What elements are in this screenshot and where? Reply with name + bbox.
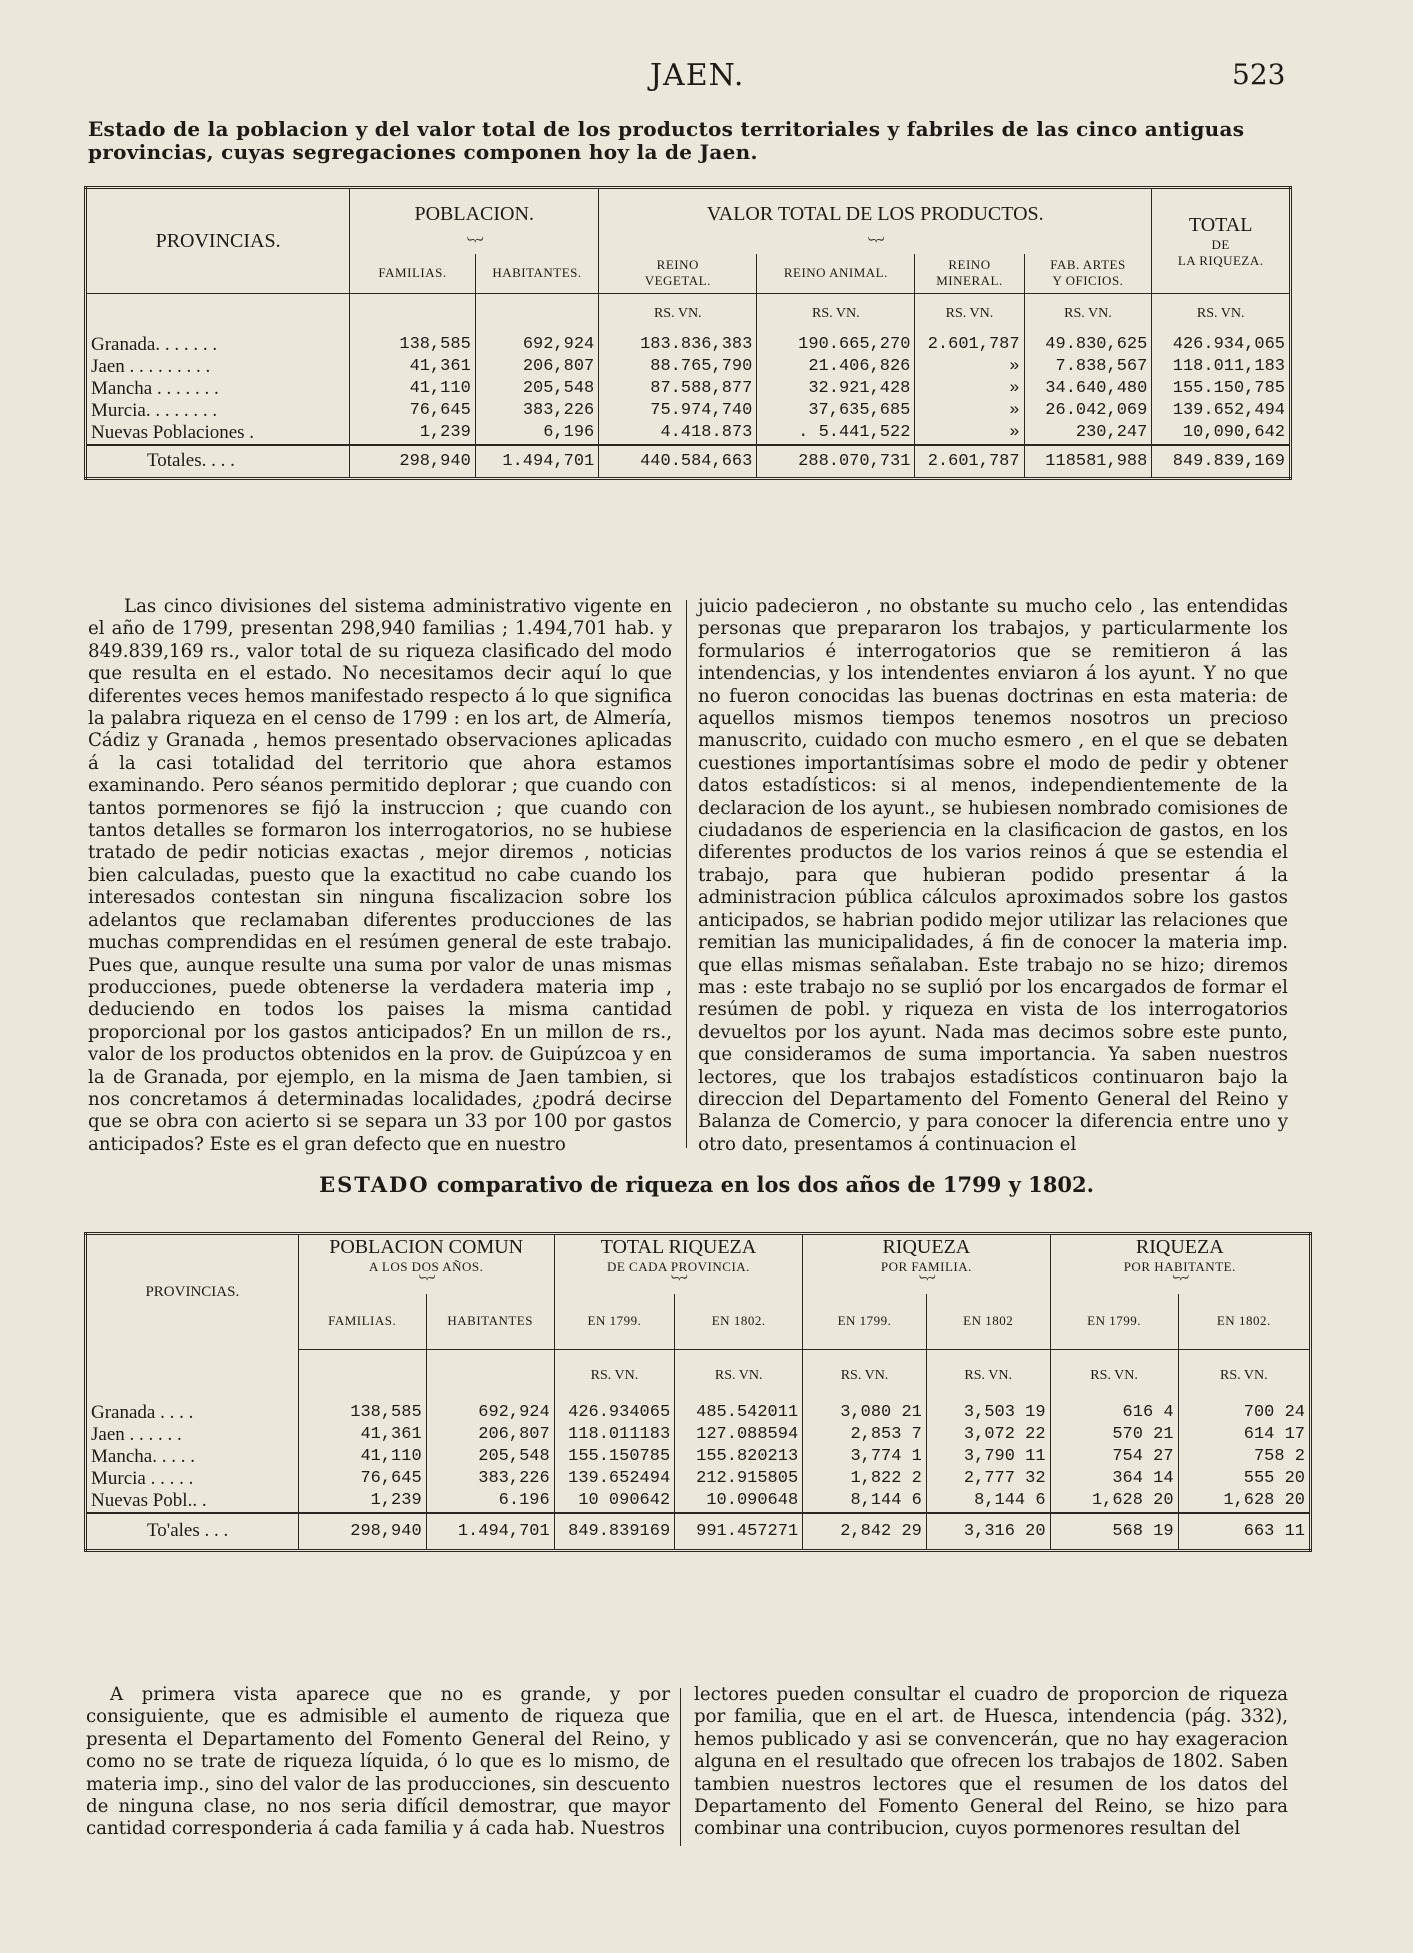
familia-1799-subheader: EN 1799. xyxy=(803,1294,927,1350)
text1-right-column xyxy=(698,596,1288,1156)
vegetal-line-2: VEGETAL. xyxy=(644,273,711,289)
tot-cell: 139.652,494 xyxy=(1172,401,1285,420)
g1-brace: ︸ xyxy=(298,1276,554,1294)
valor-total-header: VALOR TOTAL DE LOS PRODUCTOS. xyxy=(599,188,1152,240)
fab-cell: 7.838,567 xyxy=(1024,356,1152,378)
unit-label: RS. VN. xyxy=(675,1350,803,1402)
hab-cell: 206,807 xyxy=(475,356,598,378)
unit-label: RS. VN. xyxy=(803,1350,927,1402)
ani-cell: 37,635,685 xyxy=(757,400,915,422)
province-name: Totales. . . . xyxy=(86,445,350,479)
hab-cell: 383,226 xyxy=(426,1468,554,1490)
riqueza-habitante-header xyxy=(1050,1234,1310,1276)
unit-label: RS. VN. xyxy=(915,294,1024,334)
hab-cell: 692,924 xyxy=(475,334,598,356)
province-name: Murcia . . . . . xyxy=(86,1468,299,1490)
hab-cell: 206,807 xyxy=(426,1424,554,1446)
running-title: JAEN. xyxy=(650,58,745,93)
provincias-header: PROVINCIAS. xyxy=(86,1234,299,1350)
unit-label: RS. VN. xyxy=(757,294,915,334)
h99-cell: 568 19 xyxy=(1050,1513,1178,1551)
province-name: Nuevas Pobl.. . xyxy=(86,1490,299,1513)
habitante-1802-subheader: EN 1802. xyxy=(1178,1294,1310,1350)
hab-cell: 205,548 xyxy=(426,1446,554,1468)
reino-animal-subheader: REINO ANIMAL. xyxy=(757,254,915,294)
unit-label: RS. VN. xyxy=(599,294,757,334)
total-line-2: DE xyxy=(1211,236,1230,252)
g3-line-2: POR FAMILIA. xyxy=(880,1258,972,1274)
table2-caption xyxy=(0,1172,1413,1197)
f99-cell: 3,080 21 xyxy=(803,1402,927,1424)
h99-cell: 754 27 xyxy=(1050,1446,1178,1468)
fab-cell: 49.830,625 xyxy=(1024,334,1152,356)
hab-cell: 6,196 xyxy=(475,422,598,445)
f99-cell: 3,774 1 xyxy=(803,1446,927,1468)
fam-cell: 1,239 xyxy=(350,422,476,445)
text2-left-paragraph: A primera vista aparece que no es grande, y por consiguiente, que es admisible el aumento de riqueza que presenta el Departamento del Fomento General del Reino, y como no se trate de riqueza líquida, ó lo que es lo mismo, de materia imp., sino del valor de las producciones, sin descuento de ninguna clase, no nos seria difícil demostrar, que mayor cantidad corresponderia á cada familia y á cada hab. Nuestros xyxy=(86,1684,670,1840)
t02-cell: 212.915805 xyxy=(675,1468,803,1490)
g2-brace: ︸ xyxy=(554,1276,802,1294)
fam-cell: 138,585 xyxy=(298,1402,426,1424)
hab-cell: 6.196 xyxy=(426,1490,554,1513)
total-riqueza-header xyxy=(554,1234,802,1276)
total-1799-subheader: EN 1799. xyxy=(554,1294,674,1350)
g1-line-2: A LOS DOS AÑOS. xyxy=(368,1258,484,1274)
h99-cell: 1,628 20 xyxy=(1050,1490,1178,1513)
table2-caption-bold: ESTADO xyxy=(319,1172,430,1197)
min-cell: 2.601,787 xyxy=(915,445,1024,479)
fam-cell: 298,940 xyxy=(350,445,476,479)
total-riqueza-header xyxy=(1152,188,1291,294)
tot-cell: 426.934,065 xyxy=(1172,335,1285,354)
fab-line-2: Y OFICIOS. xyxy=(1052,273,1124,289)
familias-subheader: FAMILIAS. xyxy=(350,254,476,294)
ani-cell: 21.406,826 xyxy=(757,356,915,378)
poblacion-header: POBLACION. xyxy=(350,188,599,240)
table-row xyxy=(86,400,1291,422)
text1-left-column xyxy=(88,596,672,1156)
unit-label: RS. VN. xyxy=(1219,1367,1268,1383)
t02-cell: 991.457271 xyxy=(675,1513,803,1551)
g2-line-2: DE CADA PROVINCIA. xyxy=(606,1258,750,1274)
h02-cell: 700 24 xyxy=(1243,1403,1305,1422)
g3-brace: ︸ xyxy=(803,1276,1050,1294)
table-row xyxy=(86,1424,1311,1446)
h02-cell: 758 2 xyxy=(1253,1447,1305,1466)
f02-cell: 3,503 19 xyxy=(926,1402,1050,1424)
province-name: Murcia. . . . . . . . xyxy=(86,400,350,422)
t99-cell: 118.011183 xyxy=(554,1424,674,1446)
hab-cell: 1.494,701 xyxy=(426,1513,554,1551)
ani-cell: 32.921,428 xyxy=(757,378,915,400)
running-header xyxy=(0,58,1413,98)
t02-cell: 155.820213 xyxy=(675,1446,803,1468)
table-row xyxy=(86,1490,1311,1513)
table2-caption-rest: comparativo de riqueza en los dos años de 1799 y 1802. xyxy=(429,1172,1094,1197)
unit-empty-cell xyxy=(86,294,350,334)
g4-line-2: POR HABITANTE. xyxy=(1123,1258,1236,1274)
habitantes-subheader: HABITANTES. xyxy=(475,254,598,294)
province-name: Nuevas Poblaciones . xyxy=(86,422,350,445)
province-name: Granada . . . . xyxy=(86,1402,299,1424)
text2-right-column xyxy=(694,1684,1288,1841)
f99-cell: 2,842 29 xyxy=(803,1513,927,1551)
fam-cell: 138,585 xyxy=(350,334,476,356)
poblacion-brace: ︸ xyxy=(350,240,599,254)
g4-line-1: RIQUEZA xyxy=(1135,1235,1224,1258)
h99-cell: 570 21 xyxy=(1050,1424,1178,1446)
f02-cell: 3,316 20 xyxy=(926,1513,1050,1551)
h02-cell: 1,628 20 xyxy=(1223,1491,1305,1510)
province-name: Granada. . . . . . . xyxy=(86,334,350,356)
unit-empty-cell xyxy=(298,1350,426,1402)
column-divider xyxy=(680,1688,681,1846)
text1-left-paragraph: Las cinco divisiones del sistema administrativo vigente en el año de 1799, presentan 298,940 familias ; 1.494,701 hab. y 849.839,169 rs., valor total de su riqueza clasificado del modo que resulta en el estado. No necesitamos decir aquí lo que diferentes veces hemos manifestado respecto á lo que significa la palabra riqueza en el censo de 1799 : en los art, de Almería, Cádiz y Granada , hemos presentado observaciones aplicadas á la casi totalidad del territorio que ahora estamos examinando. Pero séanos permitido deplorar ; que cuando con tantos pormenores se fijó la instruccion ; que cuando con tantos detalles se formaron los interrogatorios, no se hubiese tratado de pedir noticias exactas , mejor diremos , noticias bien calculadas, puesto que la exactitud no cabe cuando los interesados contestan sin ninguna fiscalizacion sobre los adelantos que reclamaban diferentes producciones de las muchas comprendidas en el resúmen general de este trabajo. Pues que, aunque resulte una suma por valor de unas mismas producciones, puede obtenerse la verdadera materia imp , deduciendo en todos los paises la misma cantidad proporcional por los gastos anticipados? En un millon de rs., valor de los productos obtenidos en la prov. de Guipúzcoa y en la de Granada, por ejemplo, en la misma de Jaen tambien, si nos concretamos á determinadas localidades, ¿podrá decirse que se obra con acierto si se separa un 33 por 100 por gastos anticipados? Este es el gran defecto que en nuestro xyxy=(88,596,672,1155)
total-1802-subheader: EN 1802. xyxy=(675,1294,803,1350)
table-row xyxy=(86,1468,1311,1490)
t99-cell: 849.839169 xyxy=(554,1513,674,1551)
provincias-header: PROVINCIAS. xyxy=(86,188,350,294)
fam-cell: 41,361 xyxy=(298,1424,426,1446)
valor-brace: ︸ xyxy=(599,240,1152,254)
veg-cell: 440.584,663 xyxy=(599,445,757,479)
f99-cell: 2,853 7 xyxy=(803,1424,927,1446)
province-name: Mancha. . . . . xyxy=(86,1446,299,1468)
t99-cell: 426.934065 xyxy=(554,1402,674,1424)
ani-cell: 190.665,270 xyxy=(757,334,915,356)
population-products-table xyxy=(84,186,1292,480)
unit-empty-cell xyxy=(86,1350,299,1402)
g4-brace: ︸ xyxy=(1172,1275,1187,1293)
page-number: 523 xyxy=(1232,58,1286,91)
ani-cell: . 5.441,522 xyxy=(757,422,915,445)
table-row xyxy=(86,1402,1311,1424)
min-cell: » xyxy=(915,400,1024,422)
mineral-line-1: REINO xyxy=(948,257,991,273)
tot-cell: 118.011,183 xyxy=(1172,357,1285,376)
table-row xyxy=(86,1446,1311,1468)
f99-cell: 8,144 6 xyxy=(803,1490,927,1513)
familia-1802-subheader: EN 1802 xyxy=(926,1294,1050,1350)
min-cell: 2.601,787 xyxy=(915,334,1024,356)
unit-empty-cell xyxy=(475,294,598,334)
fam-cell: 41,110 xyxy=(298,1446,426,1468)
h99-cell: 616 4 xyxy=(1050,1402,1178,1424)
province-name: To'ales . . . xyxy=(86,1513,299,1551)
min-cell: » xyxy=(915,356,1024,378)
table1-caption: Estado de la poblacion y del valor total de los productos territoriales y fabriles de las cinco antiguas provincias, cuyas segregaciones componen hoy la de Jaen. xyxy=(88,117,1245,164)
vegetal-line-1: REINO xyxy=(656,257,699,273)
fam-cell: 41,110 xyxy=(350,378,476,400)
t99-cell: 139.652494 xyxy=(554,1468,674,1490)
hab-cell: 1.494,701 xyxy=(475,445,598,479)
unit-empty-cell xyxy=(350,294,476,334)
poblacion-comun-header xyxy=(298,1234,554,1276)
mineral-line-2: MINERAL. xyxy=(936,273,1003,289)
t99-cell: 10 090642 xyxy=(554,1490,674,1513)
table-row xyxy=(86,422,1291,445)
h02-cell: 555 20 xyxy=(1243,1469,1305,1488)
h99-cell: 364 14 xyxy=(1050,1468,1178,1490)
text1-right-paragraph: juicio padecieron , no obstante su mucho celo , las entendidas personas que prepararon los trabajos, y particularmente los formularios é interrogatorios que se remitieron á las intendencias, y los intendentes enviaron á los ayunt. Y no que no fueron conocidas las buenas doctrinas en esta materia: de aquellos mismos tiempos tenemos nosotros un precioso manuscrito, cuidado con mucho esmero , en el que se debaten cuestiones importantísimas sobre el modo de pedir y obtener datos estadísticos: si al menos, independientemente de la declaracion de los ayunt., se hubiesen nombrado comisiones de ciudadanos de esperiencia en la clasificacion de gastos, en los diferentes productos de los varios reinos á que se estendia el trabajo, para que hubieran podido presentar á la administracion pública cálculos aproximados sobre los gastos anticipados, se habrian podido mejor utilizar las relaciones que remitian las municipalidades, á fin de conocer la materia imp. que ellas mismas señalaban. Este trabajo no se hizo; diremos mas : este trabajo no se suplió por los encargados de formar el resúmen de pobl. y riqueza en vista de los interrogatorios devueltos por los ayunt. Nada mas decimos sobre este punto, que consideramos de suma importancia. Ya saben nuestros lectores, que los trabajos estadísticos continuaron bajo la direccion del Departamento del Fomento General del Reino y Balanza de Comercio, y para conocer la diferencia entre uno y otro dato, presentamos á continuacion el xyxy=(698,596,1288,1155)
hab-cell: 692,924 xyxy=(426,1402,554,1424)
fab-artes-subheader xyxy=(1024,254,1152,294)
total-line-1: TOTAL xyxy=(1188,213,1253,236)
min-cell: » xyxy=(915,422,1024,445)
f02-cell: 3,072 22 xyxy=(926,1424,1050,1446)
f02-cell: 2,777 32 xyxy=(926,1468,1050,1490)
habitante-1799-subheader: EN 1799. xyxy=(1050,1294,1178,1350)
totals-row xyxy=(86,1513,1311,1551)
habitantes-subheader: HABITANTES xyxy=(426,1294,554,1350)
table-row xyxy=(86,356,1291,378)
t02-cell: 485.542011 xyxy=(675,1402,803,1424)
unit-label: RS. VN. xyxy=(1024,294,1152,334)
fam-cell: 298,940 xyxy=(298,1513,426,1551)
g2-line-1: TOTAL RIQUEZA xyxy=(600,1235,757,1258)
g3-line-1: RIQUEZA xyxy=(882,1235,971,1258)
f99-cell: 1,822 2 xyxy=(803,1468,927,1490)
text2-right-paragraph: lectores pueden consultar el cuadro de proporcion de riqueza por familia, que en el art. de Huesca, intendencia (pág. 332), hemos publicado y asi se convencerán, que no hay exageracion alguna en el resultado que ofrecen los trabajos de 1802. Saben tambien nuestros lectores que el resumen de los datos del Departamento del Fomento General del Reino, se hizo para combinar una contribucion, cuyos pormenores resultan del xyxy=(694,1684,1288,1840)
fam-cell: 1,239 xyxy=(298,1490,426,1513)
ani-cell: 288.070,731 xyxy=(757,445,915,479)
fab-cell: 118581,988 xyxy=(1024,445,1152,479)
f02-cell: 8,144 6 xyxy=(926,1490,1050,1513)
province-name: Jaen . . . . . . . . . xyxy=(86,356,350,378)
unit-empty-cell xyxy=(426,1350,554,1402)
fam-cell: 76,645 xyxy=(350,400,476,422)
unit-label: RS. VN. xyxy=(1196,305,1245,321)
h02-cell: 614 17 xyxy=(1243,1425,1305,1444)
riqueza-familia-header xyxy=(803,1234,1050,1276)
totals-row xyxy=(86,445,1291,479)
hab-cell: 205,548 xyxy=(475,378,598,400)
h02-cell: 663 11 xyxy=(1178,1513,1310,1551)
unit-label: RS. VN. xyxy=(1050,1350,1178,1402)
veg-cell: 183.836,383 xyxy=(599,334,757,356)
veg-cell: 87.588,877 xyxy=(599,378,757,400)
veg-cell: 75.974,740 xyxy=(599,400,757,422)
hab-cell: 383,226 xyxy=(475,400,598,422)
reino-vegetal-subheader xyxy=(599,254,757,294)
f02-cell: 3,790 11 xyxy=(926,1446,1050,1468)
fab-cell: 34.640,480 xyxy=(1024,378,1152,400)
province-name: Mancha . . . . . . . xyxy=(86,378,350,400)
tot-cell: 849.839,169 xyxy=(1152,445,1291,479)
table-row xyxy=(86,334,1291,356)
tot-cell: 10,090,642 xyxy=(1182,423,1285,442)
g1-line-1: POBLACION COMUN xyxy=(329,1235,524,1258)
veg-cell: 88.765,790 xyxy=(599,356,757,378)
table-row xyxy=(86,378,1291,400)
fab-cell: 26.042,069 xyxy=(1024,400,1152,422)
fam-cell: 41,361 xyxy=(350,356,476,378)
familias-subheader: FAMILIAS. xyxy=(298,1294,426,1350)
veg-cell: 4.418.873 xyxy=(599,422,757,445)
text2-left-column xyxy=(86,1684,670,1841)
min-cell: » xyxy=(915,378,1024,400)
province-name: Jaen . . . . . . xyxy=(86,1424,299,1446)
unit-label: RS. VN. xyxy=(554,1350,674,1402)
t99-cell: 155.150785 xyxy=(554,1446,674,1468)
t02-cell: 10.090648 xyxy=(675,1490,803,1513)
t02-cell: 127.088594 xyxy=(675,1424,803,1446)
column-divider xyxy=(686,600,687,1148)
fab-line-1: FAB. ARTES xyxy=(1050,257,1126,273)
fam-cell: 76,645 xyxy=(298,1468,426,1490)
reino-mineral-subheader xyxy=(915,254,1024,294)
tot-cell: 155.150,785 xyxy=(1172,379,1285,398)
total-line-3: LA RIQUEZA. xyxy=(1177,252,1264,268)
unit-label: RS. VN. xyxy=(926,1350,1050,1402)
fab-cell: 230,247 xyxy=(1024,422,1152,445)
comparative-wealth-table xyxy=(84,1232,1312,1552)
